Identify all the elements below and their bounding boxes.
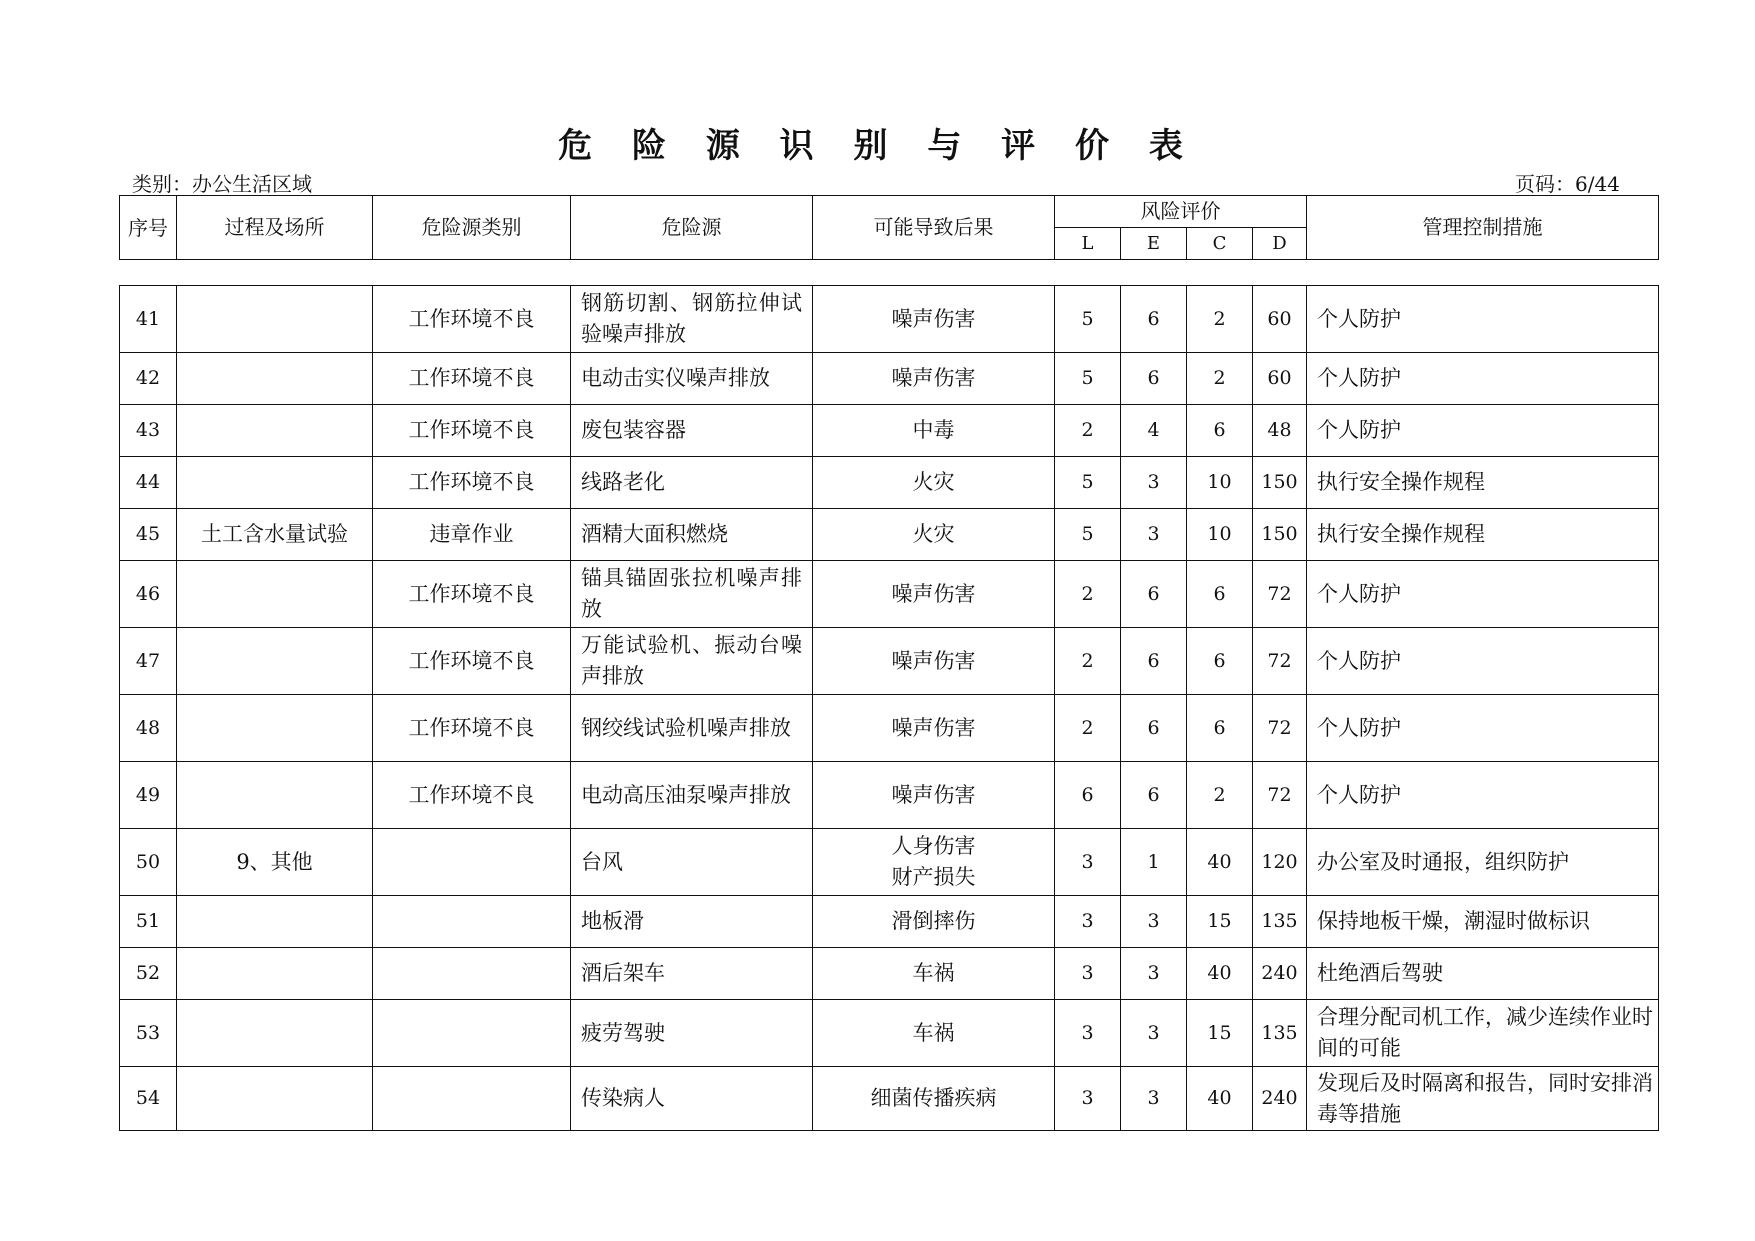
table-row bbox=[120, 286, 1659, 353]
row-measure: 保持地板干燥，潮湿时做标识 bbox=[1307, 896, 1659, 948]
row-d: 72 bbox=[1253, 561, 1307, 628]
row-d: 240 bbox=[1253, 948, 1307, 1000]
row-hazard-type: 工作环境不良 bbox=[373, 353, 571, 405]
row-number: 44 bbox=[120, 457, 177, 509]
row-number: 52 bbox=[120, 948, 177, 1000]
row-hazard-type: 工作环境不良 bbox=[373, 286, 571, 353]
header-d: D bbox=[1253, 228, 1307, 260]
row-hazard-type bbox=[373, 1000, 571, 1067]
row-c: 40 bbox=[1187, 948, 1253, 1000]
row-measure: 杜绝酒后驾驶 bbox=[1307, 948, 1659, 1000]
row-hazard-type: 工作环境不良 bbox=[373, 457, 571, 509]
row-consequence: 噪声伤害 bbox=[813, 353, 1055, 405]
row-l: 2 bbox=[1055, 561, 1121, 628]
row-process bbox=[177, 948, 373, 1000]
row-d: 60 bbox=[1253, 353, 1307, 405]
row-c: 2 bbox=[1187, 353, 1253, 405]
table-row bbox=[120, 1067, 1659, 1131]
header-hazard-type: 危险源类别 bbox=[373, 196, 571, 260]
row-measure: 个人防护 bbox=[1307, 353, 1659, 405]
row-hazard-type: 工作环境不良 bbox=[373, 628, 571, 695]
row-measure: 办公室及时通报，组织防护 bbox=[1307, 829, 1659, 896]
row-measure: 个人防护 bbox=[1307, 628, 1659, 695]
row-process bbox=[177, 405, 373, 457]
row-hazard: 电动击实仪噪声排放 bbox=[571, 353, 813, 405]
row-hazard: 万能试验机、振动台噪声排放 bbox=[571, 628, 813, 695]
header-process: 过程及场所 bbox=[177, 196, 373, 260]
table-row bbox=[120, 829, 1659, 896]
row-d: 72 bbox=[1253, 695, 1307, 762]
row-hazard-type: 工作环境不良 bbox=[373, 762, 571, 829]
row-e: 3 bbox=[1121, 948, 1187, 1000]
row-hazard: 疲劳驾驶 bbox=[571, 1000, 813, 1067]
row-hazard: 酒后架车 bbox=[571, 948, 813, 1000]
row-hazard: 传染病人 bbox=[571, 1067, 813, 1131]
row-d: 150 bbox=[1253, 509, 1307, 561]
table-header bbox=[119, 195, 1659, 260]
row-process: 土工含水量试验 bbox=[177, 509, 373, 561]
row-hazard: 锚具锚固张拉机噪声排放 bbox=[571, 561, 813, 628]
row-consequence: 车祸 bbox=[813, 948, 1055, 1000]
row-l: 3 bbox=[1055, 1067, 1121, 1131]
page-title: 危 险 源 识 别 与 评 价 表 bbox=[558, 126, 1197, 166]
row-measure: 执行安全操作规程 bbox=[1307, 509, 1659, 561]
row-l: 5 bbox=[1055, 457, 1121, 509]
row-l: 3 bbox=[1055, 948, 1121, 1000]
row-d: 72 bbox=[1253, 628, 1307, 695]
row-l: 5 bbox=[1055, 509, 1121, 561]
row-measure: 个人防护 bbox=[1307, 762, 1659, 829]
row-consequence: 噪声伤害 bbox=[813, 628, 1055, 695]
row-hazard-type bbox=[373, 948, 571, 1000]
header-seq: 序号 bbox=[120, 196, 177, 260]
row-hazard: 台风 bbox=[571, 829, 813, 896]
row-measure: 个人防护 bbox=[1307, 286, 1659, 353]
row-process bbox=[177, 1067, 373, 1131]
row-c: 15 bbox=[1187, 896, 1253, 948]
row-measure: 执行安全操作规程 bbox=[1307, 457, 1659, 509]
row-consequence: 噪声伤害 bbox=[813, 561, 1055, 628]
row-measure: 发现后及时隔离和报告，同时安排消毒等措施 bbox=[1307, 1067, 1659, 1131]
row-d: 120 bbox=[1253, 829, 1307, 896]
table-row bbox=[120, 509, 1659, 561]
row-d: 240 bbox=[1253, 1067, 1307, 1131]
row-consequence: 火灾 bbox=[813, 509, 1055, 561]
table-row bbox=[120, 628, 1659, 695]
row-l: 2 bbox=[1055, 628, 1121, 695]
row-number: 49 bbox=[120, 762, 177, 829]
row-d: 150 bbox=[1253, 457, 1307, 509]
row-consequence: 中毒 bbox=[813, 405, 1055, 457]
row-number: 41 bbox=[120, 286, 177, 353]
row-hazard-type bbox=[373, 829, 571, 896]
row-process bbox=[177, 695, 373, 762]
row-c: 2 bbox=[1187, 286, 1253, 353]
row-c: 15 bbox=[1187, 1000, 1253, 1067]
row-hazard: 线路老化 bbox=[571, 457, 813, 509]
row-number: 42 bbox=[120, 353, 177, 405]
table-row bbox=[120, 762, 1659, 829]
row-e: 1 bbox=[1121, 829, 1187, 896]
row-d: 72 bbox=[1253, 762, 1307, 829]
header-l: L bbox=[1055, 228, 1121, 260]
header-consequence: 可能导致后果 bbox=[813, 196, 1055, 260]
row-hazard: 酒精大面积燃烧 bbox=[571, 509, 813, 561]
row-d: 48 bbox=[1253, 405, 1307, 457]
row-hazard-type: 违章作业 bbox=[373, 509, 571, 561]
row-consequence: 噪声伤害 bbox=[813, 286, 1055, 353]
table-row bbox=[120, 457, 1659, 509]
row-l: 6 bbox=[1055, 762, 1121, 829]
row-hazard-type: 工作环境不良 bbox=[373, 695, 571, 762]
row-process bbox=[177, 762, 373, 829]
row-e: 6 bbox=[1121, 286, 1187, 353]
row-e: 6 bbox=[1121, 762, 1187, 829]
row-d: 60 bbox=[1253, 286, 1307, 353]
row-consequence: 车祸 bbox=[813, 1000, 1055, 1067]
row-number: 48 bbox=[120, 695, 177, 762]
row-l: 2 bbox=[1055, 695, 1121, 762]
row-consequence: 滑倒摔伤 bbox=[813, 896, 1055, 948]
row-hazard: 废包装容器 bbox=[571, 405, 813, 457]
row-number: 51 bbox=[120, 896, 177, 948]
header-risk: 风险评价 bbox=[1055, 196, 1307, 228]
table-row bbox=[120, 1000, 1659, 1067]
row-l: 3 bbox=[1055, 896, 1121, 948]
row-hazard-type: 工作环境不良 bbox=[373, 561, 571, 628]
row-e: 6 bbox=[1121, 561, 1187, 628]
table-row bbox=[120, 405, 1659, 457]
row-l: 5 bbox=[1055, 286, 1121, 353]
row-c: 10 bbox=[1187, 457, 1253, 509]
row-process bbox=[177, 1000, 373, 1067]
row-process bbox=[177, 353, 373, 405]
row-measure: 合理分配司机工作，减少连续作业时间的可能 bbox=[1307, 1000, 1659, 1067]
row-hazard: 钢筋切割、钢筋拉伸试验噪声排放 bbox=[571, 286, 813, 353]
row-d: 135 bbox=[1253, 896, 1307, 948]
row-l: 2 bbox=[1055, 405, 1121, 457]
row-process: 9、其他 bbox=[177, 829, 373, 896]
table-row bbox=[120, 353, 1659, 405]
header-c: C bbox=[1187, 228, 1253, 260]
row-hazard: 电动高压油泵噪声排放 bbox=[571, 762, 813, 829]
row-consequence: 噪声伤害 bbox=[813, 695, 1055, 762]
row-e: 3 bbox=[1121, 457, 1187, 509]
row-e: 3 bbox=[1121, 1000, 1187, 1067]
row-process bbox=[177, 628, 373, 695]
row-e: 3 bbox=[1121, 896, 1187, 948]
row-c: 2 bbox=[1187, 762, 1253, 829]
row-e: 6 bbox=[1121, 695, 1187, 762]
row-c: 40 bbox=[1187, 829, 1253, 896]
row-hazard-type bbox=[373, 896, 571, 948]
row-number: 50 bbox=[120, 829, 177, 896]
row-hazard-type: 工作环境不良 bbox=[373, 405, 571, 457]
row-e: 3 bbox=[1121, 509, 1187, 561]
row-measure: 个人防护 bbox=[1307, 695, 1659, 762]
table-row bbox=[120, 695, 1659, 762]
row-e: 4 bbox=[1121, 405, 1187, 457]
row-process bbox=[177, 896, 373, 948]
header-e: E bbox=[1121, 228, 1187, 260]
row-c: 6 bbox=[1187, 628, 1253, 695]
row-l: 3 bbox=[1055, 829, 1121, 896]
row-number: 43 bbox=[120, 405, 177, 457]
row-c: 6 bbox=[1187, 405, 1253, 457]
row-measure: 个人防护 bbox=[1307, 561, 1659, 628]
row-c: 40 bbox=[1187, 1067, 1253, 1131]
row-number: 53 bbox=[120, 1000, 177, 1067]
hazard-table bbox=[119, 285, 1659, 1131]
row-process bbox=[177, 457, 373, 509]
row-c: 10 bbox=[1187, 509, 1253, 561]
table-row bbox=[120, 561, 1659, 628]
row-consequence: 人身伤害 财产损失 bbox=[813, 829, 1055, 896]
row-consequence: 细菌传播疾病 bbox=[813, 1067, 1055, 1131]
row-measure: 个人防护 bbox=[1307, 405, 1659, 457]
row-hazard-type bbox=[373, 1067, 571, 1131]
row-process bbox=[177, 561, 373, 628]
row-number: 46 bbox=[120, 561, 177, 628]
row-c: 6 bbox=[1187, 561, 1253, 628]
row-number: 45 bbox=[120, 509, 177, 561]
page-number: 页码：6/44 bbox=[1515, 172, 1620, 196]
row-consequence: 噪声伤害 bbox=[813, 762, 1055, 829]
row-consequence: 火灾 bbox=[813, 457, 1055, 509]
row-hazard: 钢绞线试验机噪声排放 bbox=[571, 695, 813, 762]
category-label: 类别：办公生活区域 bbox=[132, 172, 312, 196]
row-d: 135 bbox=[1253, 1000, 1307, 1067]
row-e: 3 bbox=[1121, 1067, 1187, 1131]
row-number: 54 bbox=[120, 1067, 177, 1131]
table-row bbox=[120, 948, 1659, 1000]
header-measures: 管理控制措施 bbox=[1307, 196, 1659, 260]
row-number: 47 bbox=[120, 628, 177, 695]
header-hazard: 危险源 bbox=[571, 196, 813, 260]
row-process bbox=[177, 286, 373, 353]
row-l: 3 bbox=[1055, 1000, 1121, 1067]
row-hazard: 地板滑 bbox=[571, 896, 813, 948]
row-c: 6 bbox=[1187, 695, 1253, 762]
row-e: 6 bbox=[1121, 353, 1187, 405]
row-e: 6 bbox=[1121, 628, 1187, 695]
row-l: 5 bbox=[1055, 353, 1121, 405]
table-row bbox=[120, 896, 1659, 948]
